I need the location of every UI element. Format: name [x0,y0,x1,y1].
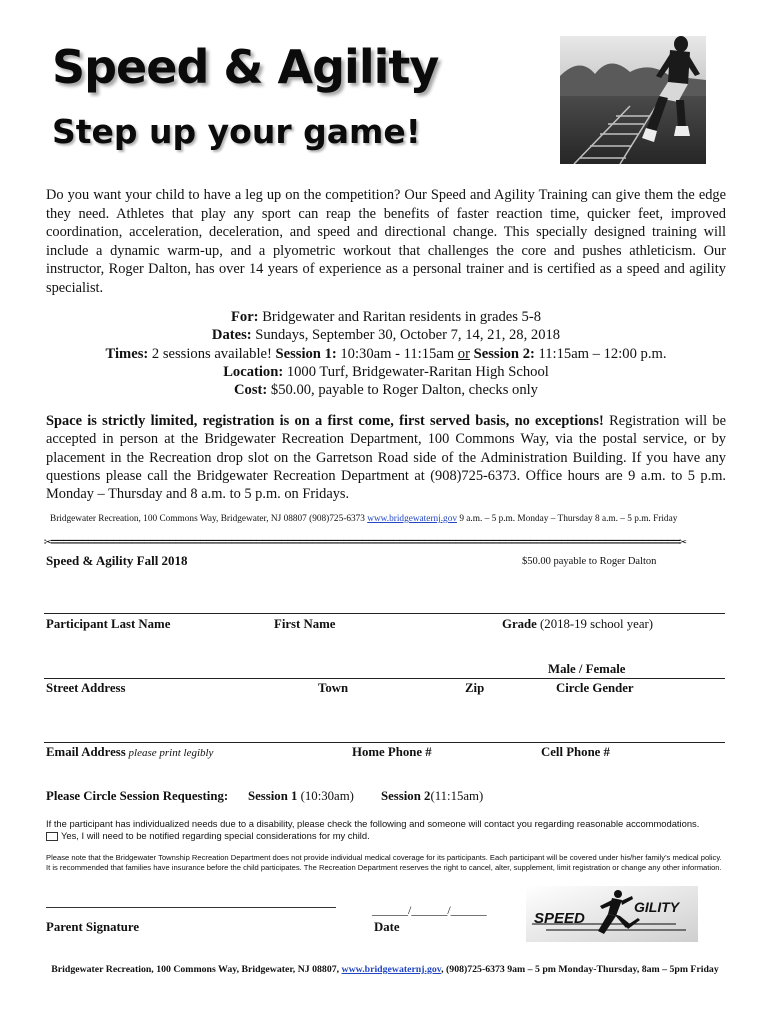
athlete-photo [560,36,706,164]
zip-label: Zip [465,681,485,695]
date-label: Date [374,920,400,934]
session-request-label: Please Circle Session Requesting: [46,789,229,803]
cell-phone-label: Cell Phone # [541,745,610,759]
special-considerations-checkbox[interactable] [46,832,58,841]
form-rule-2 [44,678,725,679]
first-name-label: First Name [274,617,336,631]
page-subtitle: Step up your game! [52,112,421,151]
page-title: Speed & Agility [52,40,439,94]
parent-signature-label: Parent Signature [46,920,140,934]
speed-agility-logo [526,886,698,942]
footer-website-link[interactable]: www.bridgewaternj.gov [341,964,442,975]
form-rule-1 [44,613,725,614]
insurance-note: Please note that the Bridgewater Township Recreation Department does not provide individual medical coverage for its participants. Each participant will be covered under his/her family's medical policy. It is recommended that families have insurance before the child participates. The Recreation Department reserves the right to cancel, alter, supplement, limit registration or change any other information. [46,853,722,872]
scissors-cut-line: ✂=====================================================================================================✂ [44,535,686,550]
signature-line [46,907,336,908]
form-rule-3 [44,742,725,743]
cost-line: Cost: $50.00, payable to Roger Dalton, checks only [234,382,538,399]
times-line: Times: 2 sessions available! Session 1: 10:30am - 11:15am or Session 2: 11:15am – 12:00 p.m. [105,345,667,362]
form-price: $50.00 payable to Roger Dalton [522,556,657,567]
form-title: Speed & Agility Fall 2018 [46,553,188,568]
for-line: For: Bridgewater and Raritan residents in grades 5-8 [230,309,542,325]
participant-last-name-label: Participant Last Name [46,617,171,631]
circle-gender-label: Circle Gender [556,681,634,695]
registration-paragraph: Space is strictly limited, registration is on a first come, first served basis, no exceptions! Registration will be accepted in person at the Bridgewater Recreation Department, 100 Commons Way, via the postal service, or by placement in the Recreation drop slot on the Garretson Road side of the Administration Building. If you have any questions please call the Bridgewater Recreation Department at (908)725-6373. Office hours are 9 a.m. to 5 p.m. Monday – Thursday and 8 a.m. to 5 p.m. on Fridays. [46,413,726,503]
contact-line: Bridgewater Recreation, 100 Commons Way, Bridgewater, NJ 08807 (908)725-6373 www.bridgewaternj.gov 9 a.m. – 5 p.m. Monday – Thursday 8 a.m. – 5 p.m. Friday [50,514,678,524]
male-female-label: Male / Female [548,662,626,676]
program-details [46,308,726,399]
footer-contact: Bridgewater Recreation, 100 Commons Way, Bridgewater, NJ 08807, www.bridgewaternj.gov, (908)725-6373 9am – 5 pm Monday-Thursday, 8am – 5pm Friday [51,964,719,975]
location-line: Location: 1000 Turf, Bridgewater-Raritan High School [223,363,549,380]
grade-label: Grade (2018-19 school year) [502,617,654,631]
town-label: Town [318,681,349,695]
intro-paragraph: Do you want your child to have a leg up on the competition? Our Speed and Agility Training can give them the edge they need. Athletes that play any sport can reap the benefits of faster reaction time, quicker feet, improved coordination, acceleration, deceleration, and speed and directional change. This specially designed training will include a dynamic warm-up, and a plyometric workout that challenges the core and pushes athleticism. Our instructor, Roger Dalton, has over 14 years of experience as a personal trainer and is certified as a speed and agility specialist. [46,187,726,296]
website-link[interactable]: www.bridgewaternj.gov [367,514,457,524]
home-phone-label: Home Phone # [352,745,432,759]
registration-warning: Space is strictly limited, registration is on a first come, first served basis, no exceptions! [46,413,604,429]
email-address-label: Email Address please print legibly [46,745,214,759]
date-blank: ______/______/______ [372,903,487,917]
dates-line: Dates: Sundays, September 30, October 7, 14, 21, 28, 2018 [211,327,561,344]
special-considerations-option[interactable]: Yes, I will need to be notified regarding special considerations for my child. [46,830,726,842]
session-2-option[interactable]: Session 2(11:15am) [381,789,484,803]
session-1-option[interactable]: Session 1 (10:30am) [248,789,354,803]
logo-agility-text: GILITY [634,899,680,915]
logo-speed-text: SPEED [534,910,585,927]
disability-note: If the participant has individualized needs due to a disability, please check the following and someone will contact you regarding reasonable accommodations. Yes, I will need to be notified regarding special considerations for my child. [46,818,726,842]
street-address-label: Street Address [46,681,126,695]
